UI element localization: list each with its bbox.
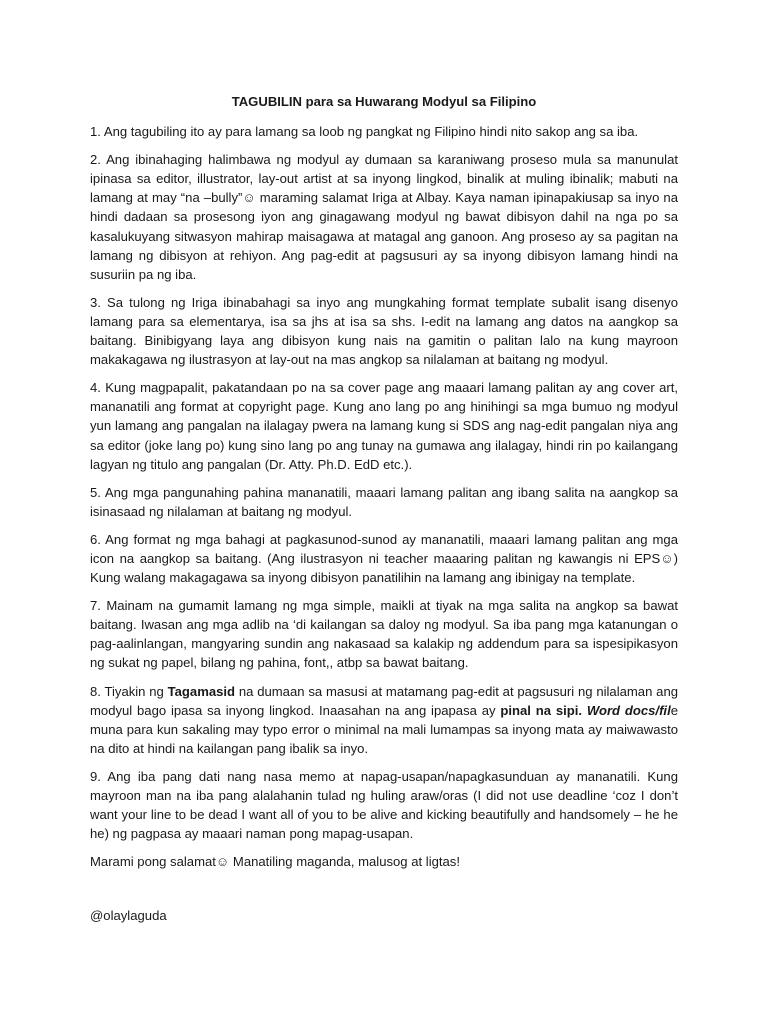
paragraph-8 [90, 682, 678, 758]
paragraph-5: 5. Ang mga pangunahing pahina mananatili, maaari lamang palitan ang ibang salita na aangkop sa isinasaad ng nilalaman at baitang ng modyul. [90, 484, 678, 519]
signature: @olaylaguda [90, 908, 167, 924]
paragraph-8-pinal-na-sipi: pinal na sipi. [500, 702, 583, 718]
paragraph-1: 1. Ang tagubiling ito ay para lamang sa loob ng pangkat ng Filipino hindi nito sakop ang sa iba. [90, 124, 639, 140]
document-page [90, 92, 678, 939]
document-title: TAGUBILIN para sa Huwarang Modyul sa Filipino [231, 94, 537, 109]
paragraph-7: 7. Mainam na gumamit lamang ng mga simple, maikli at tiyak na mga salita na angkop sa bawat baitang. Iwasan ang mga adlib na ‘di kailangan sa daloy ng modyul. Sa iba pang mga katanungan o pag-aalinlangan, mangyaring sundin ang nakasaad sa kalakip ng addendum para sa ispesipikasyon ng sukat ng papel, bilang ng pahina, font,, atbp sa bawat baitang. [90, 598, 678, 671]
paragraph-8-word-docs: Word docs/fil [586, 702, 671, 718]
paragraph-2: 2. Ang ibinahaging halimbawa ng modyul ay dumaan sa karaniwang proseso mula sa manunulat ipinasa sa editor, illustrator, lay-out artist at sa inyong lingkod, binalik at muling ibinalik; mabuti na lamang at may “na –bully”☺ maraming salamat Iriga at Albay. Kaya naman ipinapakiusap sa inyo na hindi dadaan sa prosesong iyon ang ginagawang modyul ng bawat dibisyon dahil na nga po sa kasalukuyang sitwasyon mahirap maisagawa at matagal ang ganoon. Ang proseso ay sa pagitan na lamang ng dibisyon at rehiyon. Ang pag-edit at pagsusuri ay sa inyong dibisyon lamang hindi na susuriin pa ng iba. [90, 152, 678, 282]
paragraph-4: 4. Kung magpapalit, pakatandaan po na sa cover page ang maaari lamang palitan ay ang cover art, mananatili ang format at copyright page. Kung ano lang po ang hinihingi sa mga bumuo ng modyul yun lamang ang pangalan na ilalagay pwera na lamang kung si SDS ang nag-edit pangalan niya ang sa editor (joke lang po) kung sino lang po ang tunay na gumawa ang ilalagay, hindi rin po kailangang lagyan ng titulo ang pangalan (Dr. Atty. Ph.D. EdD etc.). [90, 380, 678, 472]
paragraph-8-tagamasid: Tagamasid [167, 683, 236, 699]
paragraph-8-text-a: 8. Tiyakin ng [90, 683, 168, 699]
paragraph-3: 3. Sa tulong ng Iriga ibinabahagi sa inyo ang mungkahing format template subalit isang disenyo lamang para sa elementarya, isa sa jhs at isa sa shs. I-edit na lamang ang datos na aangkop sa baitang. Binibigyang laya ang dibisyon kung nais na gamitin o palitan lalo na kung mayroon makakagawa ng ilustrasyon at lay-out na mas angkop sa nilalaman at baitang ng modyul. [90, 294, 678, 368]
paragraph-6: 6. Ang format ng mga bahagi at pagkasunod-sunod ay mananatili, maaari lamang palitan ang mga icon na aangkop sa baitang. (Ang ilustrasyon ni teacher maaaring palitan ng kawangis ni EPS☺) Kung walang makagagawa sa inyong dibisyon panatilihin na lamang ang ibinigay na template. [90, 531, 678, 586]
closing-line: Marami pong salamat☺ Manatiling maganda, malusog at ligtas! [90, 854, 460, 870]
paragraph-8-text-c: na dumaan sa masusi at matamang pag-edit at pagsusuri ng nilalaman ang modyul bago ipasa sa inyong lingkod. Inaasahan na ang ipapasa ay [90, 683, 679, 718]
paragraph-8-text-g: e muna para kun sakaling may typo error o minimal na mali lumampas sa inyong mata ay maiwawasto na dito at hindi na kailangan pang ibalik sa inyo. [90, 702, 678, 756]
paragraph-9: 9. Ang iba pang dati nang nasa memo at napag-usapan/napagkasunduan ay mananatili. Kung mayroon man na iba pang alalahanin tulad ng huling araw/oras (I did not use deadline ‘coz I don’t want your line to be dead I want all of you to be alive and kicking beautifully and handsomely – he he he) ng pagpasa ay maaari naman pong mapag-usapan. [90, 768, 678, 842]
